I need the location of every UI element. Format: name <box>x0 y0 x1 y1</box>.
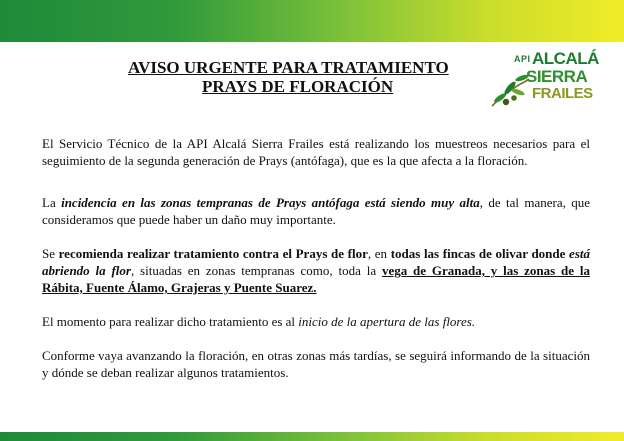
paragraph-4 <box>42 313 590 330</box>
paragraph-4-italic: inicio de la apertura de las flores. <box>298 314 476 329</box>
title-line-1: AVISO URGENTE PARA TRATAMIENTO <box>128 58 449 77</box>
paragraph-2-emphasis: incidencia en las zonas tempranas de Prays antófaga está siendo muy alta <box>61 195 480 210</box>
logo-word-2: SIERRA <box>526 67 588 86</box>
paragraph-2-pre: La <box>42 195 62 210</box>
paragraph-4-pre: El momento para realizar dicho tratamiento es al <box>42 314 299 329</box>
paragraph-3-s5: está abriendo la flor <box>42 246 590 278</box>
logo-word-1: ALCALÁ <box>532 49 599 68</box>
notice-title <box>120 58 490 96</box>
paragraph-3-s4: todas las fincas de olivar donde <box>390 246 570 261</box>
paragraph-2-post: , de tal manera, que consideramos que puede haber un daño muy importante. <box>42 195 590 227</box>
paragraph-1 <box>42 135 590 169</box>
paragraph-3-s7: vega de Granada, y las zonas de la Rábita, Fuente Álamo, Grajeras y Puente Suarez. <box>42 263 590 295</box>
bottom-color-band <box>0 432 624 441</box>
paragraph-2 <box>42 194 590 228</box>
api-logo <box>488 48 616 112</box>
paragraph-3-s6: , situadas en zonas tempranas como, toda la <box>130 263 382 278</box>
paragraph-3 <box>42 245 590 296</box>
paragraph-5 <box>42 347 590 381</box>
paragraph-3-s3: , en <box>367 246 391 261</box>
paragraph-5-text: Conforme vaya avanzando la floración, en otras zonas más tardías, se seguirá informando de la situación y dónde se deban realizar algunos tratamientos. <box>42 348 590 380</box>
paragraph-3-s1: Se <box>42 246 59 261</box>
top-color-band <box>0 0 624 42</box>
paragraph-3-s2: recomienda realizar tratamiento contra el Prays de flor <box>58 246 368 261</box>
paragraph-1-text: El Servicio Técnico de la API Alcalá Sierra Frailes está realizando los muestreos necesarios para el seguimiento de la segunda generación de Prays (antófaga), que es la que afecta a la floración. <box>42 136 590 168</box>
title-line-2: PRAYS DE FLORACIÓN <box>202 77 394 96</box>
logo-api-text: API <box>514 54 531 64</box>
logo-word-3: FRAILES <box>532 85 593 102</box>
